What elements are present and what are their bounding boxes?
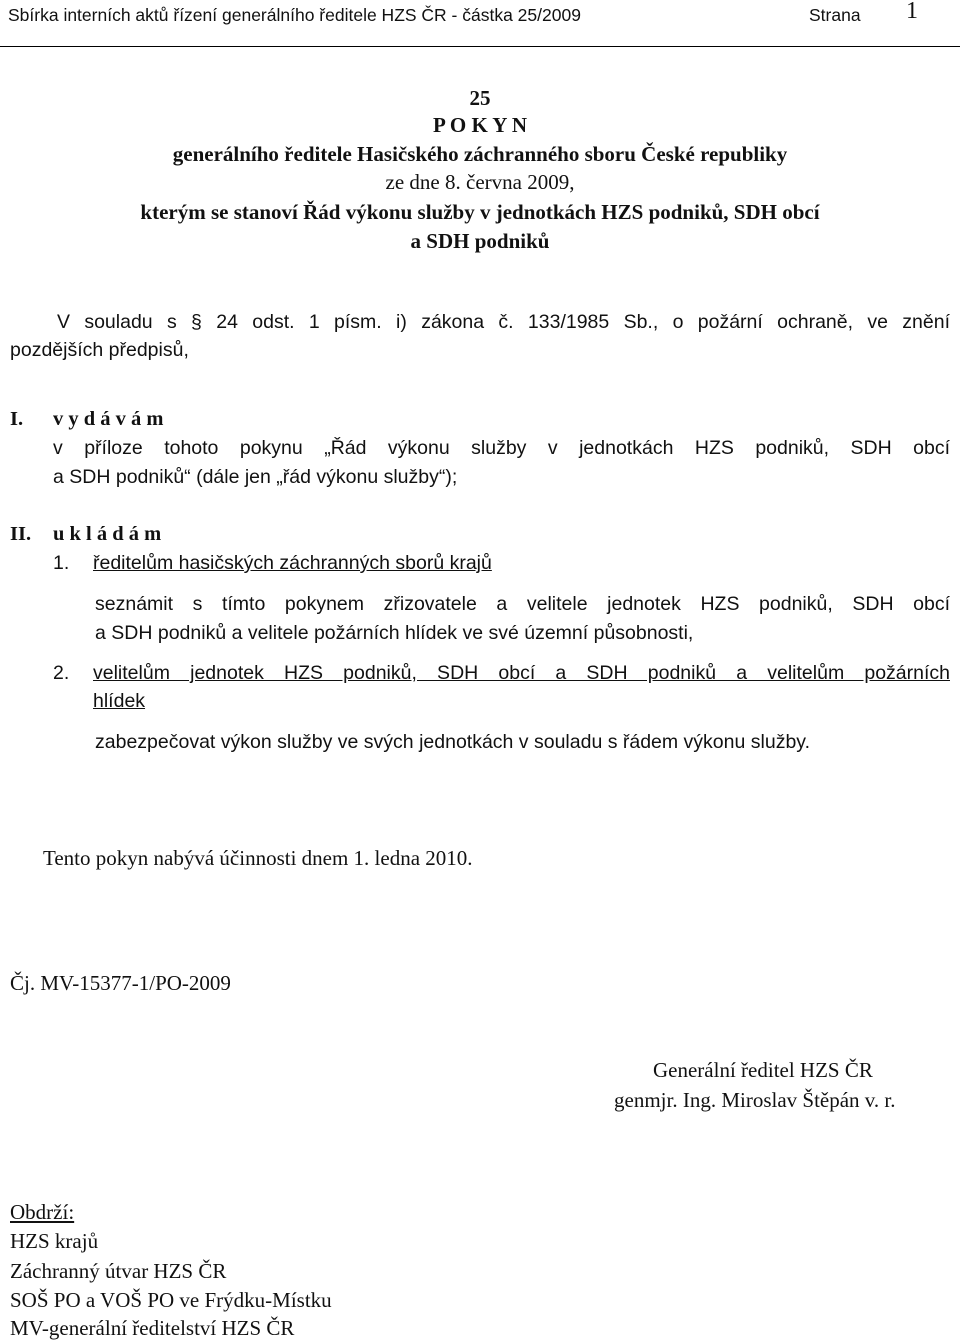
document-issuer: generálního ředitele Hasičského záchranného sboru České republiky [172,142,788,166]
effective-date-statement: Tento pokyn nabývá účinnosti dnem 1. ledna 2010. [43,846,473,870]
signature-title: Generální ředitel HZS ČR [653,1058,873,1082]
item-1-number: 1. [53,552,70,574]
section-1-line-2: a SDH podniků“ (dále jen „řád výkonu služby“); [53,466,458,488]
list-item: SOŠ PO a VOŠ PO ve Frýdku-Místku [10,1288,332,1312]
preamble-line-2: pozdějších předpisů, [10,339,189,361]
signature-name: genmjr. Ing. Miroslav Štěpán v. r. [614,1088,896,1112]
document-type: P O K Y N [432,113,528,137]
section-2-numeral: II. [10,523,32,545]
section-1-verb: v y d á v á m [53,408,164,430]
section-1-numeral: I. [10,408,24,430]
recipients-label: Obdrží: [10,1200,75,1224]
item-2-number: 2. [53,662,70,684]
document-subject-line-2: a SDH podniků [410,229,550,253]
section-2-verb: u k l á d á m [53,523,162,545]
section-1-line-1: v příloze tohoto pokynu „Řád výkonu služby v jednotkách HZS podniků, SDH obcí [53,437,950,459]
item-1-line-1: seznámit s tímto pokynem zřizovatele a velitele jednotek HZS podniků, SDH obcí [95,593,950,615]
item-1-line-2: a SDH podniků a velitele požárních hlídek ve své územní působnosti, [95,622,694,644]
header-page-label: Strana [809,5,861,25]
list-item: HZS krajů [10,1229,99,1253]
header-page-number: 1 [906,0,918,24]
preamble-line-1: V souladu s § 24 odst. 1 písm. i) zákona č. 133/1985 Sb., o požární ochraně, ve znění [57,311,950,333]
document-date: ze dne 8. června 2009, [385,170,575,194]
page-header [0,0,960,47]
list-item: MV-generální ředitelství HZS ČR [10,1316,295,1340]
document-subject-line-1: kterým se stanoví Řád výkonu služby v jednotkách HZS podniků, SDH obcí [140,200,820,224]
item-2-recipient-line-1: velitelům jednotek HZS podniků, SDH obcí a SDH podniků a velitelům požárních [93,662,950,684]
item-1-recipient: ředitelům hasičských záchranných sborů krajů [93,552,492,574]
document-number: 25 [469,86,491,110]
list-item: Záchranný útvar HZS ČR [10,1259,227,1283]
header-title: Sbírka interních aktů řízení generálního ředitele HZS ČR - částka 25/2009 [8,5,581,25]
item-2-task: zabezpečovat výkon služby ve svých jednotkách v souladu s řádem výkonu služby. [95,731,811,753]
item-2-recipient-line-2: hlídek [93,690,146,712]
reference-number: Čj. MV-15377-1/PO-2009 [10,971,231,995]
